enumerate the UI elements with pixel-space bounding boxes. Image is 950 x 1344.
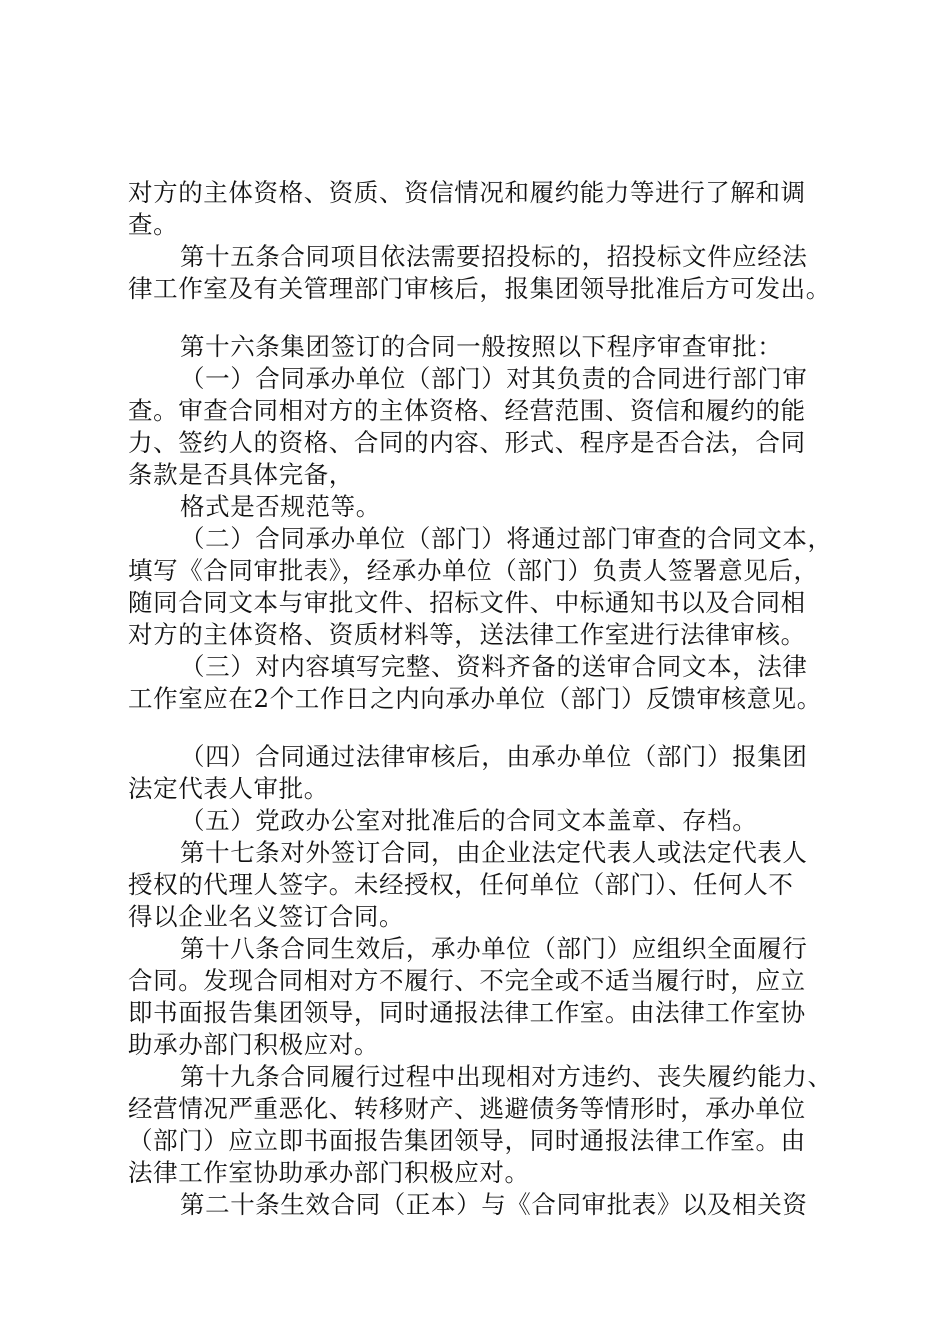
text-line: 随同合同文本与审批文件、招标文件、中标通知书以及合同相 (128, 588, 806, 617)
text-line: （四）合同通过法律审核后，由承办单位（部门）报集团 (180, 742, 808, 771)
text-line: 对方的主体资格、资质材料等，送法律工作室进行法律审核。 (128, 620, 806, 649)
text-line: 第十七条对外签订合同，由企业法定代表人或法定代表人 (180, 838, 808, 867)
text-line: 得以企业名义签订合同。 (128, 902, 405, 931)
text-line: 经营情况严重恶化、转移财产、逃避债务等情形时，承办单位 (128, 1094, 806, 1123)
text-line: （部门）应立即书面报告集团领导，同时通报法律工作室。由 (128, 1126, 806, 1155)
text-line: 助承办部门积极应对。 (128, 1030, 379, 1059)
text-line: 查。审查合同相对方的主体资格、经营范围、资信和履约的能 (128, 396, 806, 425)
text-line: 条款是否具体完备， (128, 460, 354, 489)
text-line: 第十九条合同履行过程中出现相对方违约、丧失履约能力、 (180, 1062, 833, 1091)
text-line: 授权的代理人签字。未经授权，任何单位（部门）、任何人不 (128, 870, 794, 899)
text-line: 合同。发现合同相对方不履行、不完全或不适当履行时，应立 (128, 966, 806, 995)
text-line: 法律工作室协助承办部门积极应对。 (128, 1158, 530, 1187)
text-line: 第十五条合同项目依法需要招投标的，招投标文件应经法 (180, 242, 808, 271)
text-line: （五）党政办公室对批准后的合同文本盖章、存档。 (180, 806, 758, 835)
text-line: 对方的主体资格、资质、资信情况和履约能力等进行了解和调 (128, 178, 806, 207)
text-line: 填写《合同审批表》，经承办单位（部门）负责人签署意见后， (128, 556, 819, 585)
text-line: 第十八条合同生效后，承办单位（部门）应组织全面履行 (180, 934, 808, 963)
text-line: （三）对内容填写完整、资料齐备的送审合同文本，法律 (180, 652, 808, 681)
text-line: （一）合同承办单位（部门）对其负责的合同进行部门审 (180, 364, 808, 393)
text-line: 工作室应在2个工作日之内向承办单位（部门）反馈审核意见。 (128, 684, 822, 713)
text-line: 力、签约人的资格、合同的内容、形式、程序是否合法，合同 (128, 428, 806, 457)
text-line: 查。 (128, 210, 179, 239)
text-line: 律工作室及有关管理部门审核后，报集团领导批准后方可发出。 (128, 274, 831, 303)
text-line: 法定代表人审批。 (128, 774, 329, 803)
text-line: 格式是否规范等。 (180, 492, 381, 521)
text-line: 第十六条集团签订的合同一般按照以下程序审查审批： (180, 332, 783, 361)
text-line: 第二十条生效合同（正本）与《合同审批表》以及相关资 (180, 1190, 808, 1219)
text-line: 即书面报告集团领导，同时通报法律工作室。由法律工作室协 (128, 998, 806, 1027)
text-line: （二）合同承办单位（部门）将通过部门审查的合同文本， (180, 524, 833, 553)
